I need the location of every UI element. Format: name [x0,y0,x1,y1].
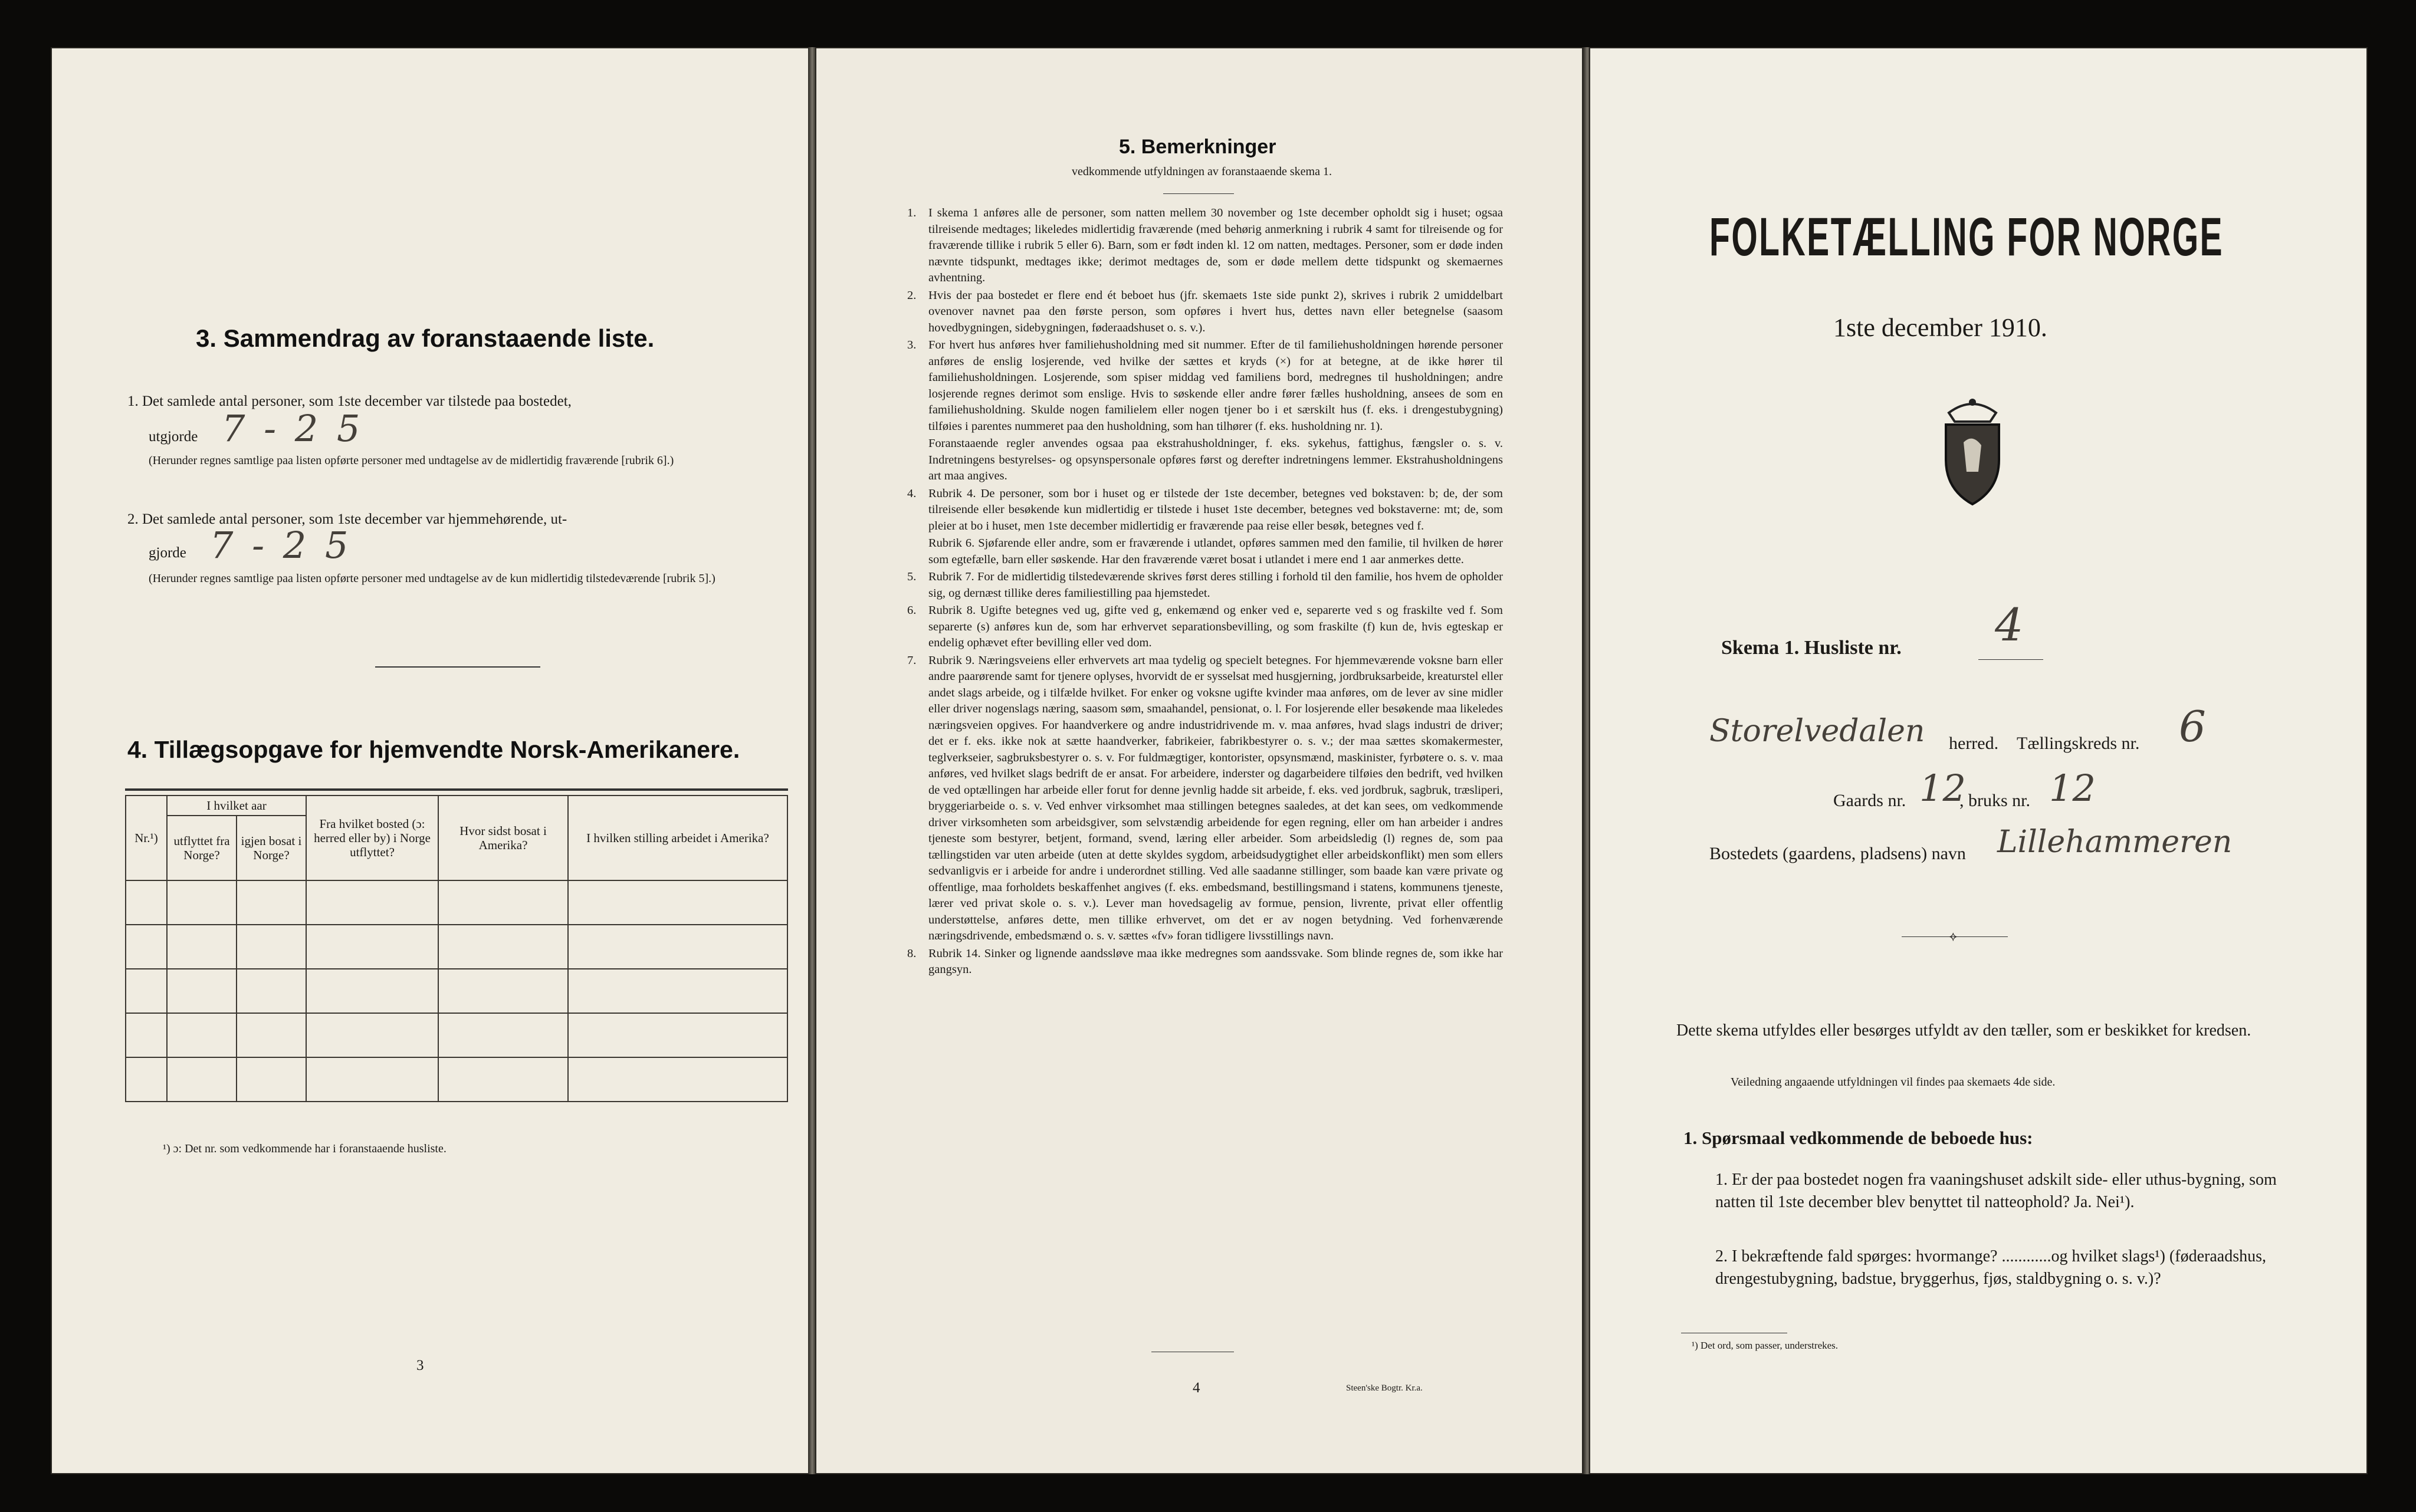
summary-item-2-note: (Herunder regnes samtlige paa listen opførte personer med undtagelse av de kun midlertidig tilstedeværende [rubrik 5].) [149,572,715,585]
kreds-label: Tællingskreds nr. [2017,734,2140,753]
col-group-aar: I hvilket aar [167,796,306,816]
gaards-value: 12 [1919,767,1966,810]
skema-label: Skema 1. Husliste nr. [1721,637,1902,659]
coat-of-arms-icon [1931,389,2014,507]
remark-number: 6. [907,604,917,617]
remarks-title: 5. Bemerkninger [1119,136,1276,158]
question-1: 1. Er der paa bostedet nogen fra vaaningshuset adskilt side- eller uthus-bygning, som natten til 1ste december blev benyttet til natteophold? Ja. Nei¹). [1715,1171,2277,1211]
remark-item [907,486,1503,535]
divider [375,666,540,668]
husliste-nr-value: 4 [1995,599,2024,651]
section-3-title: 3. Sammendrag av foranstaaende liste. [196,324,655,352]
remark-item [907,569,1503,601]
remark-item [907,288,1503,337]
table-row [126,969,787,1013]
remark-number: 1. [907,206,917,219]
remark-number: 5. [907,570,917,583]
remark-text: Foranstaaende regler anvendes ogsaa paa ekstrahusholdninger, f. eks. sykehus, fattighus, fængsler o. s. v. Indretningens bestyrelses- og opsynspersonale opføres først og derefter indretningens lemmer. Ekstrahusholdningens art maa angives. [928,437,1503,482]
census-date: 1ste december 1910. [1833,313,2047,342]
page-1 [1589,47,2368,1474]
bosted-value: Lillehammeren [1997,824,2233,860]
field-line [1978,659,2043,660]
bruks-label: , bruks nr. [1959,791,2030,810]
summary-item-2: 2. Det samlede antal personer, som 1ste december var hjemmehørende, ut- [127,511,567,527]
remark-item [907,535,1503,568]
remark-number: 2. [907,288,917,302]
remark-text: For hvert hus anføres hver familiehusholdning med sit nummer. Efter de til familiehusholdningen hørende personer anføres de enslig losjerende, ved hvilke der sættes et kryds (×) for at betegne, at de ikke hører til familiehusholdningen. Losjerende, som spiser middag ved familiens bord, medregnes til husholdningen; andre losjerende regnes derimot som enslige. Hvis to søskende eller andre fører fælles husholdning, ansees de som en familiehusholdning. Skulde nogen familielem eller nogen tjener bo i et særskilt hus (f. eks. i drengestubygning) tilføies i parentes nummeret paa den husholdning, som han tilhører (f. eks. husholdning nr. 1). [928,338,1503,433]
kreds-value: 6 [2179,702,2206,751]
remark-item [907,337,1503,435]
remark-text: Hvis der paa bostedet er flere end ét beboet hus (jfr. skemaets 1ste side punkt 2), skrives i rubrik 2 umiddelbart ovenover navnet paa den første person, som opføres i hvert hus, dettes navn eller betegnelse (saasom hovedbygningen, sidebygningen, føderaadshuset o. s. v.). [928,288,1503,334]
col-fra: Fra hvilket bosted (ɔ: herred eller by) i Norge utflyttet? [306,796,438,880]
remark-text: Rubrik 4. De personer, som bor i huset og er tilstede der 1ste december, betegnes ved bokstaven: b; de, der som tilreisende eller besøkende kun midlertidig er tilstede i huset 1ste december, betegnes ved bokstaverne: mt; de, som pleier at bo i huset, men 1ste december midlertidig er fraværende paa reise eller besøk, betegnes ved f. [928,487,1503,533]
remark-number: 4. [907,487,917,500]
intro-small: Veiledning angaaende utfyldningen vil findes paa skemaets 4de side. [1731,1076,2056,1089]
table-row [126,925,787,969]
remark-text: Rubrik 6. Sjøfarende eller andre, som er fraværende i utlandet, opføres sammen med den familie, til hvilken de hører som egtefælle, barn eller søskende. Har den fraværende været bosat i utlandet i mere end 1 aar anmerkes dette. [928,537,1503,566]
page-3 [51,47,812,1474]
divider [1163,193,1234,194]
section-4-title: 4. Tillægsopgave for hjemvendte Norsk-Amerikanere. [127,736,740,763]
ornament: ⟡ [1949,929,1958,944]
bruks-value: 12 [2049,767,2096,810]
page-4 [815,47,1583,1474]
summary-item-2-label: gjorde [149,545,186,561]
question-2: 2. I bekræftende fald spørges: hvormange? ............og hvilket slags¹) (føderaadshus, drengestubygning, badstue, bryggerhus, fjøs, staldbygning o. s. v.)? [1715,1247,2266,1288]
remark-number: 8. [907,946,917,960]
remark-number: 3. [907,338,917,351]
remark-text: Rubrik 14. Sinker og lignende aandssløve maa ikke medregnes som aandssvake. Som blinde regnes de, som ikke har gangsyn. [928,946,1503,976]
remark-item [907,603,1503,652]
table-row [126,880,787,925]
herred-value: Storelvedalen [1709,714,1925,749]
printer-mark: Steen'ske Bogtr. Kr.a. [1346,1383,1423,1393]
page-footnote: ¹) Det ord, som passer, understrekes. [1692,1340,1839,1351]
remark-item [907,205,1503,287]
norsk-amerikanere-table [125,795,788,1102]
table-row [126,1057,787,1102]
gaards-label: Gaards nr. [1833,791,1906,810]
remark-text: Rubrik 9. Næringsveiens eller erhvervets art maa tydelig og specielt betegnes. For hjemmeværende voksne barn eller andre paarørende samt for tjenere oplyses, hvorvidt de er sysselsat med husgjerning, jordbruksarbeide, kreaturstel eller andet slags arbeide, og i tilfælde hvilket. For enker og voksne ugifte kvinder maa anføres, om de lever av sine midler eller driver nogenslags næring, saasom søm, smaahandel, pensionat, o. l. For losjerende eller besøkende maa likeledes næringsveien opgives. For haandverkere og andre industridrivende m. v. maa anføres, hvad slags industri de driver; det er f. eks. ikke nok at sætte haandverker, fabrikeier, fabrikbestyrer o. s. v.; der maa sættes skomakermester, teglverkseier, sagbruksbestyrer o. s. v. For fuldmægtiger, kontorister, opsynsmænd, maskinister, fyrbøtere o. s. v. maa anføres, ved hvilket slags bedrift de er ansat. For arbeidere, inderster og dagarbeidere tilføies den bedrift, ved hvilken de ved optællingen har arbeide eller forut for denne jevnlig hadde sit arbeide, f. eks. ved jordbruk, sagbruk, træsliperi, bryggeriarbeide o. s. v. Ved enhver virksomhet maa stillingen betegnes saaledes, at det kan sees, om vedkommende driver virksomheten som arbeidsgiver, som selvstændig arbeidende for egen regning, eller om han arbeider i andres tjeneste som bestyrer, betjent, formand, svend, læring eller arbeider. Som arbeidsledig (l) regnes de, som paa tællingstiden var uten arbeide (uten at dette skyldes sygdom, arbeidsudygtighet eller arbeidskonflikt) men som ellers sedvanligvis er i arbeide for andre i underordnet stilling. Ved alle saadanne stillinger, som baade kan være private og offentlige, maa forholdets beskaffenhet angives (f. eks. embedsmand, bestillingsmand i statens, kommunens tjeneste, lærer ved privat skole o. s. v.). Lever man hovedsagelig av formue, pension, livrente, privat eller offentlig understøttelse, anføres dette, men tillike erhvervet, om det er av nogen betydning. Ved forhenværende næringsdrivende, embedsmænd o. s. v. sættes «fv» foran tidligere livsstillings navn. [928,653,1503,942]
table-top-rule [125,788,788,791]
summary-item-1: 1. Det samlede antal personer, som 1ste december var tilstede paa bostedet, [127,393,572,409]
col-hvor: Hvor sidst bosat i Amerika? [438,796,568,880]
herred-label: herred. [1949,734,1999,753]
remarks-list [907,205,1503,979]
intro-text: Dette skema utfyldes eller besørges utfyldt av den tæller, som er beskikket for kredsen. [1676,1021,2251,1040]
summary-item-1-note: (Herunder regnes samtlige paa listen opførte personer med undtagelse av de midlertidig fraværende [rubrik 6].) [149,454,674,467]
table-footnote: ¹) ɔ: Det nr. som vedkommende har i foranstaaende husliste. [163,1142,447,1155]
question-head: 1. Spørsmaal vedkommende de beboede hus: [1683,1128,2033,1148]
summary-item-1-label: utgjorde [149,429,198,445]
bosted-label: Bostedets (gaardens, pladsens) navn [1709,844,1966,863]
census-title: FOLKETÆLLING FOR NORGE [1709,207,2224,267]
col-utflyttet: utflyttet fra Norge? [167,816,237,880]
remark-item [907,946,1503,978]
summary-item-1-value: 7 - 2 5 [222,407,364,450]
remark-text: Rubrik 8. Ugifte betegnes ved ug, gifte ved g, enkemænd og enker ved e, separerte ved s og fraskilte ved f. Som separerte (s) anføres kun de, som har erhvervet separationsbevilling, og som fraskilte (f) kun de, hvis egteskap er endelig ophævet efter bevilling eller ved dom. [928,604,1503,649]
table-row [126,1013,787,1057]
remark-item [907,653,1503,945]
page-number: 3 [416,1357,424,1373]
col-igjen: igjen bosat i Norge? [237,816,306,880]
page-number: 4 [1193,1380,1200,1396]
remark-item [907,436,1503,485]
col-stilling: I hvilken stilling arbeidet i Amerika? [568,796,787,880]
remarks-subtitle: vedkommende utfyldningen av foranstaaende skema 1. [1072,165,1332,178]
summary-item-2-value: 7 - 2 5 [210,524,352,567]
remark-number: 7. [907,653,917,667]
remark-text: I skema 1 anføres alle de personer, som natten mellem 30 november og 1ste december opholdt sig i huset; ogsaa tilreisende medtages; likeledes midlertidig fraværende (med behørig anmerkning i rubrik 4 samt for tilreisende og for fraværende tillike i rubrik 5 eller 6). Barn, som er født inden kl. 12 om natten, medtages. Personer, som er døde inden nævnte tidspunkt, medtages ikke; derimot medtages de, som er døde mellem dette tidspunkt og skemaernes avhentning. [928,206,1503,284]
remark-text: Rubrik 7. For de midlertidig tilstedeværende skrives først deres stilling i forhold til den familie, hos hvem de opholder sig, og dernæst tillike deres familiestilling paa hjemstedet. [928,570,1503,600]
col-nr: Nr.¹) [126,796,167,880]
